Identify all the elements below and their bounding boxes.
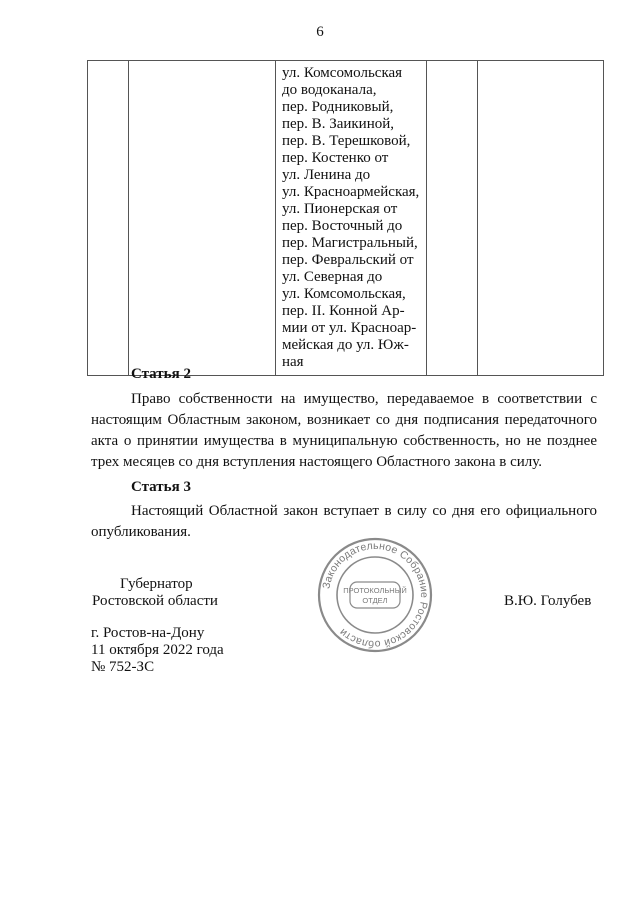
text-line: акта о принятии имущества в муниципальную собственность, но не позднее bbox=[91, 433, 597, 449]
law-date: 11 октября 2022 года bbox=[91, 642, 224, 658]
table-cell-empty bbox=[427, 61, 478, 376]
law-details bbox=[91, 625, 224, 676]
article-2-heading: Статья 2 bbox=[131, 366, 191, 382]
page-number: 6 bbox=[316, 24, 324, 40]
law-number: № 752-ЗС bbox=[91, 659, 155, 675]
stamp-label-line2: ОТДЕЛ bbox=[362, 596, 388, 605]
text-line: Право собственности на имущество, передаваемое в соответствии с bbox=[131, 391, 597, 407]
street-line: ная bbox=[282, 354, 304, 370]
signatory-name: В.Ю. Голубев bbox=[504, 593, 592, 609]
street-line: мейская до ул. Юж- bbox=[282, 337, 409, 353]
street-line: пер. Костенко от bbox=[282, 150, 389, 166]
table-cell-empty bbox=[129, 61, 276, 376]
table-cell-empty bbox=[478, 61, 604, 376]
law-place: г. Ростов-на-Дону bbox=[91, 625, 205, 641]
official-stamp bbox=[316, 536, 434, 654]
stamp-ring-text: Законодательное Собрание Ростовской области bbox=[320, 539, 431, 651]
street-line: ул. Северная до bbox=[282, 269, 383, 285]
article-3-heading: Статья 3 bbox=[131, 479, 191, 495]
table-cell-empty bbox=[88, 61, 129, 376]
street-line: ул. Комсомольская bbox=[282, 65, 403, 81]
street-line: пер. В. Терешковой, bbox=[282, 133, 411, 149]
text-line: опубликования. bbox=[91, 524, 191, 540]
street-line: ул. Красноармейская, bbox=[282, 184, 420, 200]
streets-cell bbox=[276, 61, 427, 376]
street-line: ул. Комсомольская, bbox=[282, 286, 406, 302]
street-line: до водоканала, bbox=[282, 82, 377, 98]
text-line: трех месяцев со дня вступления настоящего Областного закона в силу. bbox=[91, 454, 542, 470]
stamp-outer-ring bbox=[319, 539, 431, 651]
street-line: мии от ул. Красноар- bbox=[282, 320, 417, 336]
street-line: ул. Ленина до bbox=[282, 167, 371, 183]
article-2-text bbox=[91, 389, 597, 473]
street-line: пер. Восточный до bbox=[282, 218, 403, 234]
stamp-inner-ring bbox=[337, 557, 413, 633]
street-line: пер. Родниковый, bbox=[282, 99, 394, 115]
signatory-region: Ростовской области bbox=[92, 593, 218, 609]
table-row bbox=[88, 61, 604, 376]
street-line: пер. Февральский от bbox=[282, 252, 414, 268]
signatory-title: Губернатор bbox=[120, 576, 193, 592]
street-line: пер. В. Заикиной, bbox=[282, 116, 395, 132]
address-table bbox=[87, 60, 604, 376]
street-line: пер. II. Конной Ар- bbox=[282, 303, 405, 319]
street-line: пер. Магистральный, bbox=[282, 235, 418, 251]
stamp-label-line1: ПРОТОКОЛЬНЫЙ bbox=[343, 586, 407, 595]
text-line: Настоящий Областной закон вступает в силу со дня его официального bbox=[131, 503, 597, 519]
street-line: ул. Пионерская от bbox=[282, 201, 398, 217]
text-line: настоящим Областным законом, возникает со дня подписания передаточного bbox=[91, 412, 597, 428]
